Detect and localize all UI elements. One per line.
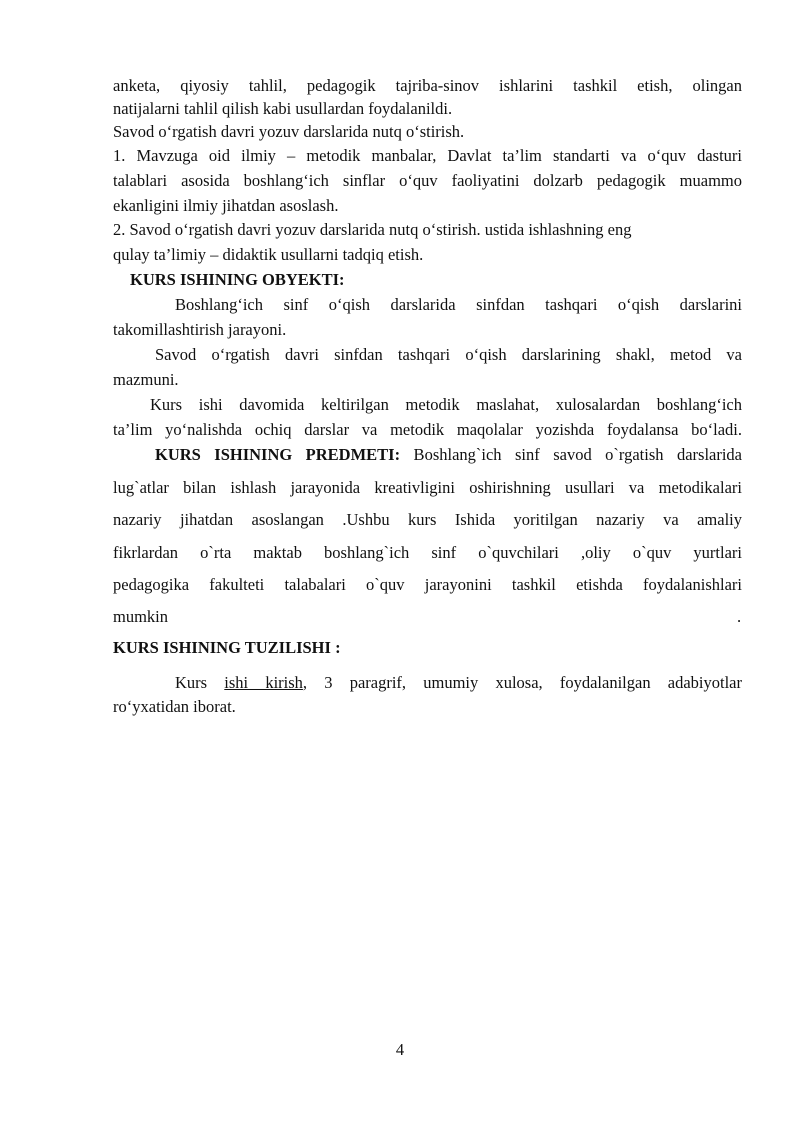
text-line: 1. Mavzuga oid ilmiy – metodik manbalar, Davlat ta’lim standarti va o‘quv dasturi	[113, 146, 742, 165]
page-number: 4	[395, 1040, 405, 1059]
text-line: Kurs ishi davomida keltirilgan metodik maslahat, xulosalardan boshlang‘ich	[150, 395, 742, 414]
section-heading-predmeti: KURS ISHINING PREDMETI:	[155, 445, 401, 464]
text-line: natijalarni tahlil qilish kabi usullardan foydalanildi.	[113, 99, 453, 118]
text-line: Savod o‘rgatish davri yozuv darslarida nutq o‘stirish.	[113, 122, 465, 141]
text-line: anketa, qiyosiy tahlil, pedagogik tajriba-sinov ishlarini tashkil etish, olingan	[113, 76, 742, 95]
trailing-period: .	[737, 607, 742, 626]
text-line: qulay ta’limiy – didaktik usullarni tadqiq etish.	[113, 245, 424, 264]
section-heading-tuzilishi: KURS ISHINING TUZILISHI :	[113, 638, 341, 657]
predmeti-line: KURS ISHINING PREDMETI: Boshlang`ich sinf savod o`rgatish darslarida	[155, 445, 742, 464]
text-line: lug`atlar bilan ishlash jarayonida kreativligini oshirishning usullari va metodikalari	[113, 478, 742, 497]
text-line: nazariy jihatdan asoslangan .Ushbu kurs Ishida yoritilgan nazariy va amaliy	[113, 510, 742, 529]
underlined-text: ishi kirish	[224, 673, 303, 692]
tuzilishi-line: Kurs ishi kirish, 3 paragrif, umumiy xulosa, foydalanilgan adabiyotlar	[175, 673, 742, 692]
text-line: fikrlardan o`rta maktab boshlang`ich sinf o`quvchilari ,oliy o`quv yurtlari	[113, 543, 742, 562]
text-line: mazmuni.	[113, 370, 179, 389]
text-line: pedagogika fakulteti talabalari o`quv jarayonini tashkil etishda foydalanishlari	[113, 575, 742, 594]
text-line: Savod o‘rgatish davri sinfdan tashqari o‘qish darslarining shakl, metod va	[155, 345, 742, 364]
text-line: ta’lim yo‘nalishda ochiq darslar va metodik maqolalar yozishda foydalansa bo‘ladi.	[113, 420, 742, 439]
text-line: talablari asosida boshlang‘ich sinflar o‘quv faoliyatini dolzarb pedagogik muammo	[113, 171, 742, 190]
text-line: Boshlang‘ich sinf o‘qish darslarida sinfdan tashqari o‘qish darslarini	[175, 295, 742, 314]
text-line: 2. Savod o‘rgatish davri yozuv darslarida nutq o‘stirish. ustida ishlashning eng	[113, 220, 632, 239]
text-line: mumkin	[113, 607, 169, 626]
section-heading-obyekti: KURS ISHINING OBYEKTI:	[130, 270, 345, 289]
text-line: ekanligini ilmiy jihatdan asoslash.	[113, 196, 339, 215]
text-line: takomillashtirish jarayoni.	[113, 320, 287, 339]
text-line: ro‘yxatidan iborat.	[113, 697, 236, 716]
